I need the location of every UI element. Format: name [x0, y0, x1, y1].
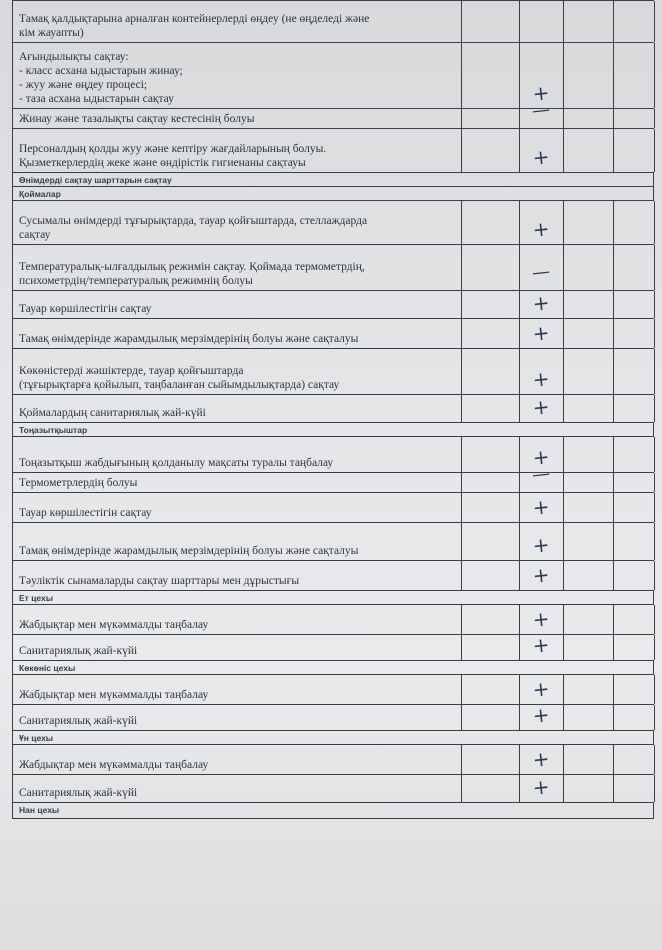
checklist-row [12, 775, 654, 803]
criterion-line: сақтау [19, 229, 51, 241]
criterion-text [13, 437, 462, 472]
criterion-line: Термометрлердің болуы [19, 477, 138, 489]
plus-mark: + [531, 394, 551, 420]
answer-cell [462, 523, 520, 560]
answer-cell [462, 745, 520, 774]
answer-cell [613, 129, 655, 172]
dash-mark: — [530, 261, 551, 284]
answer-cell [462, 349, 520, 394]
criterion-line: Ағындылықты сақтау: [19, 51, 129, 63]
plus-mark: + [531, 702, 551, 728]
answer-cell [613, 605, 655, 634]
criterion-line: (тұғырықтарға қойылып, таңбаланған сыйымдылықтарда) сақтау [19, 379, 340, 391]
criterion-line: Санитариялық жай-күйі [19, 715, 138, 727]
criterion-text [13, 245, 462, 290]
criterion-text [13, 635, 462, 660]
criterion-text [13, 523, 462, 560]
answer-cell [613, 675, 655, 704]
plus-mark: + [531, 632, 551, 658]
checklist-row [12, 245, 654, 291]
answer-cell [563, 437, 614, 472]
answer-cell [462, 291, 520, 318]
plus-mark: + [531, 494, 551, 520]
answer-cell [462, 395, 520, 422]
checklist-row [12, 349, 654, 395]
plus-mark: + [531, 444, 551, 470]
answer-cell [563, 635, 614, 660]
plus-mark: + [531, 676, 551, 702]
answer-cell [563, 561, 614, 590]
criterion-text [13, 43, 462, 108]
criterion-line: Жабдықтар мен мүкәммалды таңбалау [19, 759, 209, 771]
criterion-text [13, 319, 462, 348]
criterion-text [13, 129, 462, 172]
criterion-text [13, 605, 462, 634]
criterion-text [13, 775, 462, 802]
criterion-line: кім жауапты) [19, 27, 84, 39]
section-header: Нан цехы [12, 803, 654, 819]
checklist-row [12, 523, 654, 561]
criterion-line: Тамақ өнімдерінде жарамдылық мерзімдерінің болуы және сақталуы [19, 333, 359, 345]
criterion-line: Жабдықтар мен мүкәммалды таңбалау [19, 689, 209, 701]
answer-cell [613, 493, 655, 522]
checklist-row [12, 745, 654, 775]
answer-cell [563, 319, 614, 348]
criterion-line: Санитариялық жай-күйі [19, 645, 138, 657]
answer-cell [462, 319, 520, 348]
plus-mark: + [531, 532, 551, 558]
answer-cell [462, 43, 520, 108]
dash-mark: — [530, 99, 551, 122]
checklist-row [12, 605, 654, 635]
criterion-text [13, 745, 462, 774]
answer-cell [462, 605, 520, 634]
plus-mark: + [531, 774, 551, 800]
answer-cell [613, 395, 655, 422]
criterion-line: Тамақ қалдықтарына арналған контейнерлерді өңдеу (не өңделеді және [19, 13, 370, 25]
checklist-row [12, 675, 654, 705]
criterion-line: Көкөністерді жәшіктерде, тауар қойғыштарда [19, 365, 244, 377]
dash-mark: — [530, 463, 551, 486]
answer-cell [563, 745, 614, 774]
plus-mark: + [531, 320, 551, 346]
answer-cell [613, 437, 655, 472]
section-header: Қоймалар [12, 187, 654, 201]
criterion-line: Персоналдың қолды жуу және кептіру жағдайларының болуы. [19, 143, 327, 155]
criterion-text [13, 473, 462, 492]
answer-cell [462, 635, 520, 660]
answer-cell [563, 705, 614, 730]
answer-cell [563, 473, 614, 492]
answer-cell [613, 473, 655, 492]
checklist-table [12, 0, 654, 819]
plus-mark: + [531, 746, 551, 772]
criterion-line: Тауар көршілестігін сақтау [19, 507, 152, 519]
answer-cell [462, 775, 520, 802]
plus-mark: + [531, 144, 551, 170]
answer-cell [613, 705, 655, 730]
criterion-text [13, 109, 462, 128]
answer-cell [462, 473, 520, 492]
criterion-line: Тамақ өнімдерінде жарамдылық мерзімдерінің болуы және сақталуы [19, 545, 359, 557]
answer-cell [563, 1, 614, 42]
checklist-row [12, 395, 654, 423]
checklist-row [12, 319, 654, 349]
answer-cell [613, 561, 655, 590]
answer-cell [563, 775, 614, 802]
answer-cell [462, 561, 520, 590]
answer-cell [563, 201, 614, 244]
checklist-row [12, 201, 654, 245]
checklist-row [12, 632, 654, 661]
answer-cell [462, 675, 520, 704]
criterion-text [13, 349, 462, 394]
section-header: Көкөніс цехы [12, 661, 654, 675]
checklist-row [12, 702, 654, 731]
criterion-line: Тауар көршілестігін сақтау [19, 303, 152, 315]
answer-cell [613, 291, 655, 318]
answer-cell [563, 291, 614, 318]
answer-cell [563, 675, 614, 704]
criterion-line: Жабдықтар мен мүкәммалды таңбалау [19, 619, 209, 631]
answer-cell [462, 1, 520, 42]
criterion-line: Температуралық-ылғалдылық режимін сақтау. Қоймада термометрдің, [19, 261, 365, 273]
answer-cell [563, 349, 614, 394]
answer-cell [519, 1, 564, 42]
criterion-line: Сусымалы өнімдерді тұғырықтарда, тауар қойғыштарда, стеллаждарда [19, 215, 368, 227]
criterion-line: Тоңазытқыш жабдығының қолданылу мақсаты туралы таңбалау [19, 457, 334, 469]
checklist-row [12, 291, 654, 319]
criterion-line: Тәуліктік сынамаларды сақтау шарттары мен дұрыстығы [19, 575, 300, 587]
criterion-text [13, 201, 462, 244]
answer-cell [462, 129, 520, 172]
answer-cell [462, 705, 520, 730]
criterion-line: Қызметкерлердің жеке және өндірістік гигиенаны сақтауы [19, 157, 306, 169]
answer-cell [613, 635, 655, 660]
answer-cell [613, 43, 655, 108]
criterion-line: психометрдің/температуралық режимнің болуы [19, 275, 253, 287]
answer-cell [613, 319, 655, 348]
criterion-line: - таза асхана ыдыстарын сақтау [19, 93, 174, 105]
plus-mark: + [531, 366, 551, 392]
criterion-text [13, 705, 462, 730]
answer-cell [613, 245, 655, 290]
criterion-line: - класс асхана ыдыстарын жинау; [19, 65, 183, 77]
criterion-text [13, 395, 462, 422]
answer-cell [563, 493, 614, 522]
plus-mark: + [531, 562, 551, 588]
answer-cell [462, 245, 520, 290]
criterion-text [13, 561, 462, 590]
answer-cell [613, 775, 655, 802]
section-header: Ұн цехы [12, 731, 654, 745]
criterion-text [13, 1, 462, 42]
answer-cell [613, 1, 655, 42]
answer-cell [462, 201, 520, 244]
plus-mark: + [531, 606, 551, 632]
section-header: Өнімдерді сақтау шарттарын сақтау [12, 173, 654, 187]
answer-cell [563, 523, 614, 560]
answer-cell [563, 395, 614, 422]
section-header: Тоңазытқыштар [12, 423, 654, 437]
plus-mark: + [531, 216, 551, 242]
answer-cell [563, 129, 614, 172]
criterion-line: Жинау және тазалықты сақтау кестесінің болуы [19, 113, 255, 125]
checklist-row [12, 1, 654, 43]
section-header: Ет цехы [12, 591, 654, 605]
criterion-text [13, 493, 462, 522]
criterion-text [13, 291, 462, 318]
answer-cell [563, 43, 614, 108]
answer-cell [613, 349, 655, 394]
criterion-line: Қоймалардың санитариялық жай-күйі [19, 407, 206, 419]
checklist-row [12, 561, 654, 591]
answer-cell [563, 605, 614, 634]
answer-cell [563, 245, 614, 290]
plus-mark: + [531, 290, 551, 316]
answer-cell [613, 523, 655, 560]
answer-cell [462, 109, 520, 128]
answer-cell [613, 201, 655, 244]
criterion-line: - жуу және өңдеу процесі; [19, 79, 148, 91]
plus-mark: + [531, 80, 551, 106]
answer-cell [462, 493, 520, 522]
checklist-row [12, 129, 654, 173]
answer-cell [563, 109, 614, 128]
answer-cell [613, 109, 655, 128]
answer-cell [613, 745, 655, 774]
checklist-row [12, 493, 654, 523]
criterion-line: Санитариялық жай-күйі [19, 787, 138, 799]
criterion-text [13, 675, 462, 704]
answer-cell [462, 437, 520, 472]
